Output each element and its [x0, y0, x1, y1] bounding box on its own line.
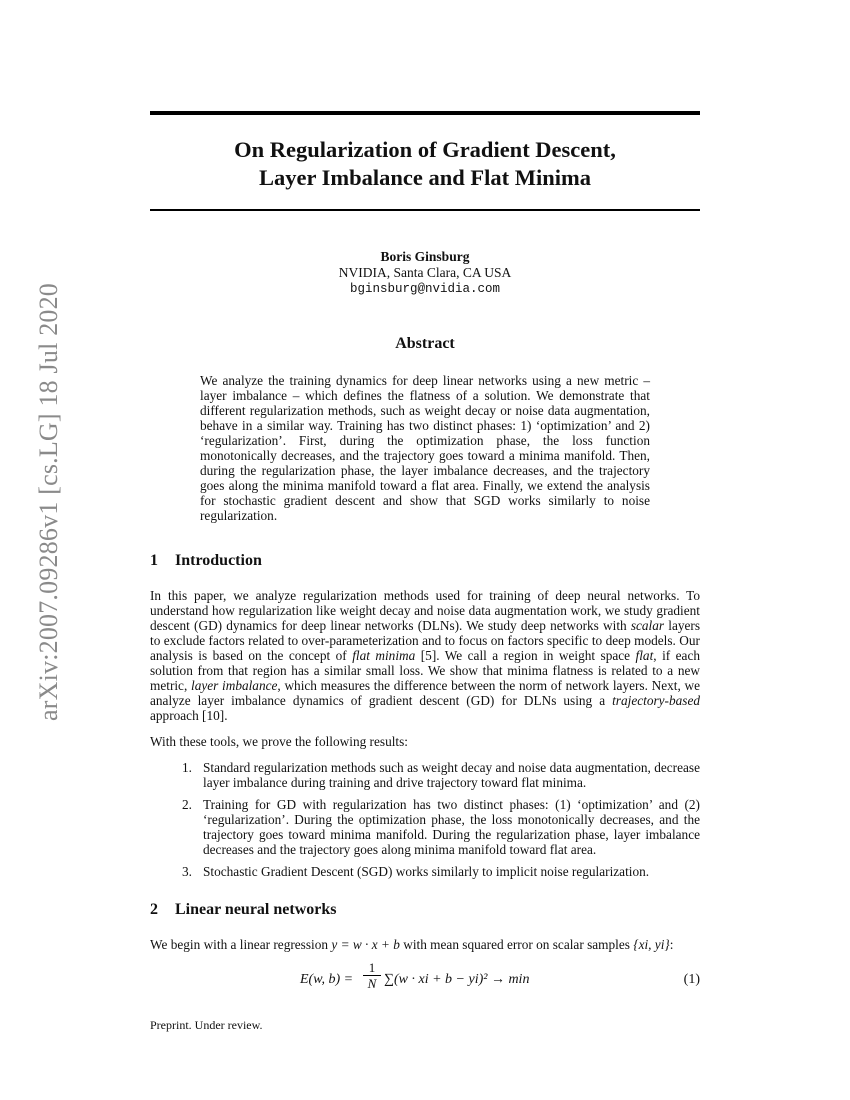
abstract-text: We analyze the training dynamics for deep linear networks using a new metric – layer imbalance – which defines the flatness of a solution. We demonstrate that different regularization methods, such as weight decay or noise data augmentation, behave in a similar way. Training has two distinct phases: 1) ‘optimization’ and 2) ‘regularization’. First, during the optimization phase, the loss function monotonically decreases, and the trajectory goes toward a minima manifold. Then, during the regularization phase, the layer imbalance decreases, and the trajectory goes along the minima manifold toward a flat area. Finally, we extend the analysis for stochastic gradient descent and show that SGD works similarly to noise regularization.	[200, 373, 650, 523]
linear-paragraph-1	[150, 937, 700, 952]
equation-lhs: E(w, b) =	[300, 972, 354, 987]
emph-run: trajectory-based	[612, 693, 700, 708]
author-email: bginsburg@nvidia.com	[349, 282, 501, 296]
intro-paragraph-1	[150, 588, 700, 723]
emph-run: flat	[635, 648, 654, 663]
author-name: Boris Ginsburg	[380, 249, 470, 264]
text-run: with mean squared error on scalar samples	[399, 937, 634, 952]
list-text: Training for GD with regularization has two distinct phases: (1) ‘optimization’ and (2) ‘regularization’. During the optimization phase, the loss monotonically decreases, and the trajectory goes toward minima manifold. During the regularization phase, layer imbalance decreases and the trajectory goes along minima manifold toward flat area.	[203, 797, 700, 857]
title-line-1: On Regularization of Gradient Descent,	[234, 137, 616, 162]
title-line-2: Layer Imbalance and Flat Minima	[258, 165, 592, 190]
paper-title	[150, 136, 700, 192]
title-bottom-rule	[150, 209, 700, 211]
equation-fraction	[363, 960, 381, 991]
text-run: , if each solution from that region has a similar small loss. We show that minima flatness is related to a new metric,	[150, 648, 701, 693]
fraction-numerator: 1	[363, 960, 381, 976]
results-list	[150, 760, 700, 880]
abstract-heading: Abstract	[395, 335, 455, 352]
emph-run: layer imbalance	[191, 678, 278, 693]
list-number: 2.	[182, 797, 192, 812]
inline-math: y = w · x + b	[331, 937, 400, 952]
equation-1	[150, 960, 700, 994]
author-block	[150, 249, 700, 297]
equation-number: (1)	[683, 972, 700, 987]
arxiv-sidebar-stamp: arXiv:2007.09286v1 [cs.LG] 18 Jul 2020	[34, 283, 63, 721]
intro-paragraph-2: With these tools, we prove the following results:	[150, 734, 408, 749]
list-number: 1.	[182, 760, 192, 775]
list-number: 3.	[182, 864, 192, 879]
section-title: Linear neural networks	[175, 901, 337, 918]
list-text: Stochastic Gradient Descent (SGD) works similarly to implicit noise regularization.	[203, 864, 650, 879]
footer-note: Preprint. Under review.	[150, 1018, 263, 1032]
text-run: layers to exclude factors related to over-parameterization and to focus on factors specific to deep models. Our analysis is based on the concept of	[150, 618, 700, 663]
text-run: , which measures the difference between the norm of network layers. Next, we analyze layer imbalance dynamics of gradient descent (GD) for DLNs using a	[150, 678, 700, 708]
section-title: Introduction	[175, 552, 262, 569]
equation-rhs: ∑(w · xi + b − yi)² → min	[384, 972, 530, 987]
section-introduction-heading	[150, 552, 262, 570]
section-number: 2	[150, 901, 158, 918]
fraction-denominator: N	[367, 976, 377, 991]
list-text: Standard regularization methods such as weight decay and noise data augmentation, decrease layer imbalance during training and drive trajectory toward flat minima.	[203, 760, 700, 790]
emph-run: flat minima	[352, 648, 416, 663]
title-top-rule	[150, 111, 700, 115]
inline-math: {xi, yi}	[633, 937, 670, 952]
emph-run: scalar	[630, 618, 665, 633]
section-linear-heading	[150, 901, 336, 919]
author-affiliation: NVIDIA, Santa Clara, CA USA	[338, 265, 512, 280]
text-run: [5]. We call a region in weight space	[415, 648, 636, 663]
text-run: In this paper, we analyze regularization methods used for training of deep neural networks. To understand how regularization like weight decay and noise data augmentation work, we study gradient descent (GD) dynamics for deep linear networks (DLNs). We study deep networks with	[150, 588, 700, 633]
section-number: 1	[150, 552, 158, 569]
text-run: approach [10].	[150, 708, 228, 723]
text-run: :	[669, 937, 674, 952]
text-run: We begin with a linear regression	[150, 937, 332, 952]
